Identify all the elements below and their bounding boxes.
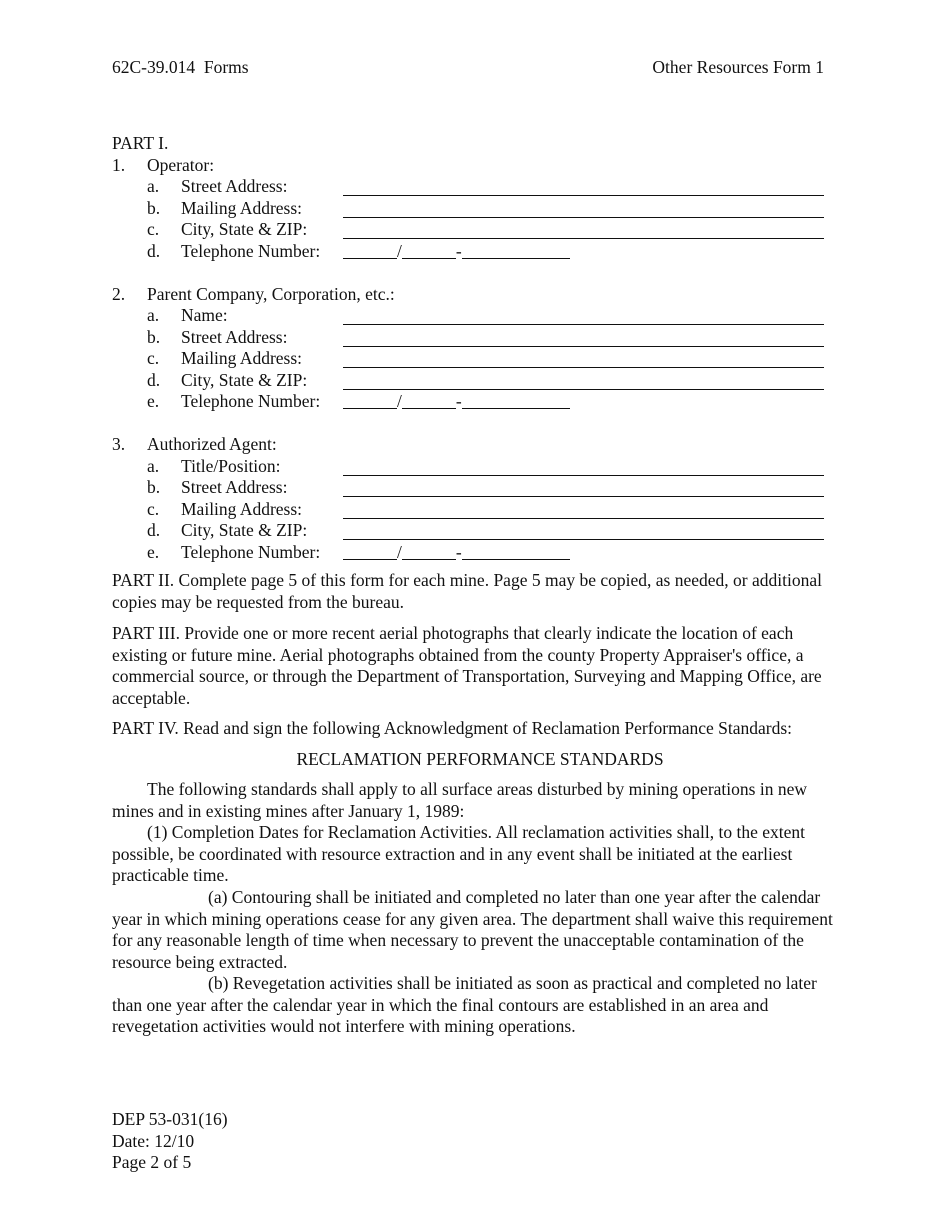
agent-city-state-zip-field[interactable] bbox=[343, 539, 824, 540]
item-label: Street Address: bbox=[181, 326, 288, 347]
item-letter: a. bbox=[147, 455, 160, 476]
item-letter: d. bbox=[147, 369, 161, 390]
parent-city-state-zip-field[interactable] bbox=[343, 389, 824, 390]
item-letter: d. bbox=[147, 240, 161, 261]
standard-1-paragraph: (1) Completion Dates for Reclamation Activities. All reclamation activities shall, to the extent possible, be coordinated with resource extraction and in any event shall be initiated at the earliest practicable time. bbox=[112, 822, 806, 885]
field-row bbox=[112, 327, 824, 349]
field-row bbox=[112, 176, 824, 198]
page-number: Page 2 of 5 bbox=[112, 1152, 192, 1172]
item-letter: b. bbox=[147, 197, 161, 218]
field-row bbox=[112, 542, 824, 564]
field-row bbox=[112, 241, 824, 263]
area-code-blank[interactable] bbox=[343, 391, 397, 409]
agent-street-address-field[interactable] bbox=[343, 496, 824, 497]
agent-title-field[interactable] bbox=[343, 475, 824, 476]
phone-separator: / bbox=[397, 541, 402, 562]
line-number-blank[interactable] bbox=[462, 241, 570, 259]
section-number: 2. bbox=[112, 283, 126, 304]
field-row bbox=[112, 391, 824, 413]
part-3-paragraph: PART III. Provide one or more recent aerial photographs that clearly indicate the location of each existing or future mine. Aerial photographs obtained from the county Property Appraiser's office, a commercial source, or through the Department of Transportation, Surveying and Mapping Office, are acceptable. bbox=[112, 623, 822, 708]
exchange-blank[interactable] bbox=[402, 391, 456, 409]
standards-intro: The following standards shall apply to all surface areas disturbed by mining operations in new mines and in existing mines after January 1, 1989: bbox=[112, 779, 807, 821]
item-letter: a. bbox=[147, 176, 160, 196]
item-label: Telephone Number: bbox=[181, 240, 321, 261]
item-label: City, State & ZIP: bbox=[181, 219, 308, 239]
field-row bbox=[112, 520, 824, 542]
line-number-blank[interactable] bbox=[462, 542, 570, 560]
parent-telephone-field[interactable] bbox=[343, 391, 570, 413]
phone-separator: - bbox=[455, 541, 462, 562]
revision-date: Date: 12/10 bbox=[112, 1130, 195, 1151]
section-number: 1. bbox=[112, 154, 126, 175]
parent-street-address-field[interactable] bbox=[343, 346, 824, 347]
operator-telephone-field[interactable] bbox=[343, 241, 570, 263]
phone-separator: / bbox=[397, 391, 402, 411]
part-1-title: PART I. bbox=[112, 133, 169, 153]
item-label: Telephone Number: bbox=[181, 541, 321, 562]
field-row bbox=[112, 348, 824, 370]
item-letter: d. bbox=[147, 520, 161, 540]
section-label: Operator: bbox=[147, 154, 215, 175]
line-number-blank[interactable] bbox=[462, 391, 570, 409]
section-label: Authorized Agent: bbox=[147, 434, 277, 454]
item-letter: c. bbox=[147, 348, 160, 368]
item-letter: c. bbox=[147, 219, 160, 239]
phone-separator: / bbox=[397, 240, 402, 261]
parent-name-field[interactable] bbox=[343, 324, 824, 325]
standards-heading: RECLAMATION PERFORMANCE STANDARDS bbox=[296, 749, 664, 769]
part-1-form bbox=[112, 133, 824, 563]
item-letter: e. bbox=[147, 391, 160, 411]
field-row bbox=[112, 219, 824, 241]
item-label: City, State & ZIP: bbox=[181, 369, 308, 390]
section-label: Parent Company, Corporation, etc.: bbox=[147, 283, 395, 304]
item-letter: c. bbox=[147, 498, 160, 519]
part-4-paragraph: PART IV. Read and sign the following Acknowledgment of Reclamation Performance Standards: bbox=[112, 718, 793, 738]
field-row bbox=[112, 456, 824, 478]
field-row bbox=[112, 499, 824, 521]
operator-city-state-zip-field[interactable] bbox=[343, 238, 824, 239]
section-parent-company bbox=[112, 284, 824, 306]
section-operator bbox=[112, 155, 824, 177]
item-letter: b. bbox=[147, 326, 161, 347]
item-letter: a. bbox=[147, 305, 160, 325]
item-label: Mailing Address: bbox=[181, 348, 303, 368]
phone-separator: - bbox=[455, 240, 462, 261]
field-row bbox=[112, 198, 824, 220]
item-label: Mailing Address: bbox=[181, 498, 303, 519]
area-code-blank[interactable] bbox=[343, 241, 397, 259]
exchange-blank[interactable] bbox=[402, 542, 456, 560]
form-number: DEP 53-031(16) bbox=[112, 1109, 228, 1129]
item-label: Street Address: bbox=[181, 477, 288, 497]
operator-mailing-address-field[interactable] bbox=[343, 217, 824, 218]
item-label: City, State & ZIP: bbox=[181, 520, 308, 540]
item-label: Name: bbox=[181, 305, 228, 325]
section-number: 3. bbox=[112, 434, 126, 454]
area-code-blank[interactable] bbox=[343, 542, 397, 560]
agent-mailing-address-field[interactable] bbox=[343, 518, 824, 519]
agent-telephone-field[interactable] bbox=[343, 542, 570, 564]
item-letter: b. bbox=[147, 477, 161, 497]
header-rule-reference: 62C-39.014 Forms bbox=[112, 57, 249, 77]
item-label: Title/Position: bbox=[181, 455, 281, 476]
item-label: Mailing Address: bbox=[181, 197, 303, 218]
standard-1a-paragraph: (a) Contouring shall be initiated and completed no later than one year after the calendar year in which mining operations cease for any given area. The department shall waive this requirement for any reasonable length of time when necessary to prevent the unacceptable contamination of the resource being extracted. bbox=[112, 887, 833, 972]
header-form-title: Other Resources Form 1 bbox=[652, 57, 824, 77]
field-row bbox=[112, 477, 824, 499]
parent-mailing-address-field[interactable] bbox=[343, 367, 824, 368]
section-authorized-agent bbox=[112, 434, 824, 456]
phone-separator: - bbox=[455, 391, 462, 411]
field-row bbox=[112, 305, 824, 327]
standard-1b-paragraph: (b) Revegetation activities shall be initiated as soon as practical and completed no later than one year after the calendar year in which the final contours are established in an area and revegetation activities would not interfere with mining operations. bbox=[112, 973, 817, 1036]
item-label: Street Address: bbox=[181, 176, 288, 196]
page-footer bbox=[112, 1109, 228, 1174]
item-label: Telephone Number: bbox=[181, 391, 321, 411]
item-letter: e. bbox=[147, 541, 160, 562]
part-2-paragraph: PART II. Complete page 5 of this form for each mine. Page 5 may be copied, as needed, or additional copies may be requested from the bureau. bbox=[112, 570, 822, 612]
exchange-blank[interactable] bbox=[402, 241, 456, 259]
field-row bbox=[112, 370, 824, 392]
operator-street-address-field[interactable] bbox=[343, 195, 824, 196]
